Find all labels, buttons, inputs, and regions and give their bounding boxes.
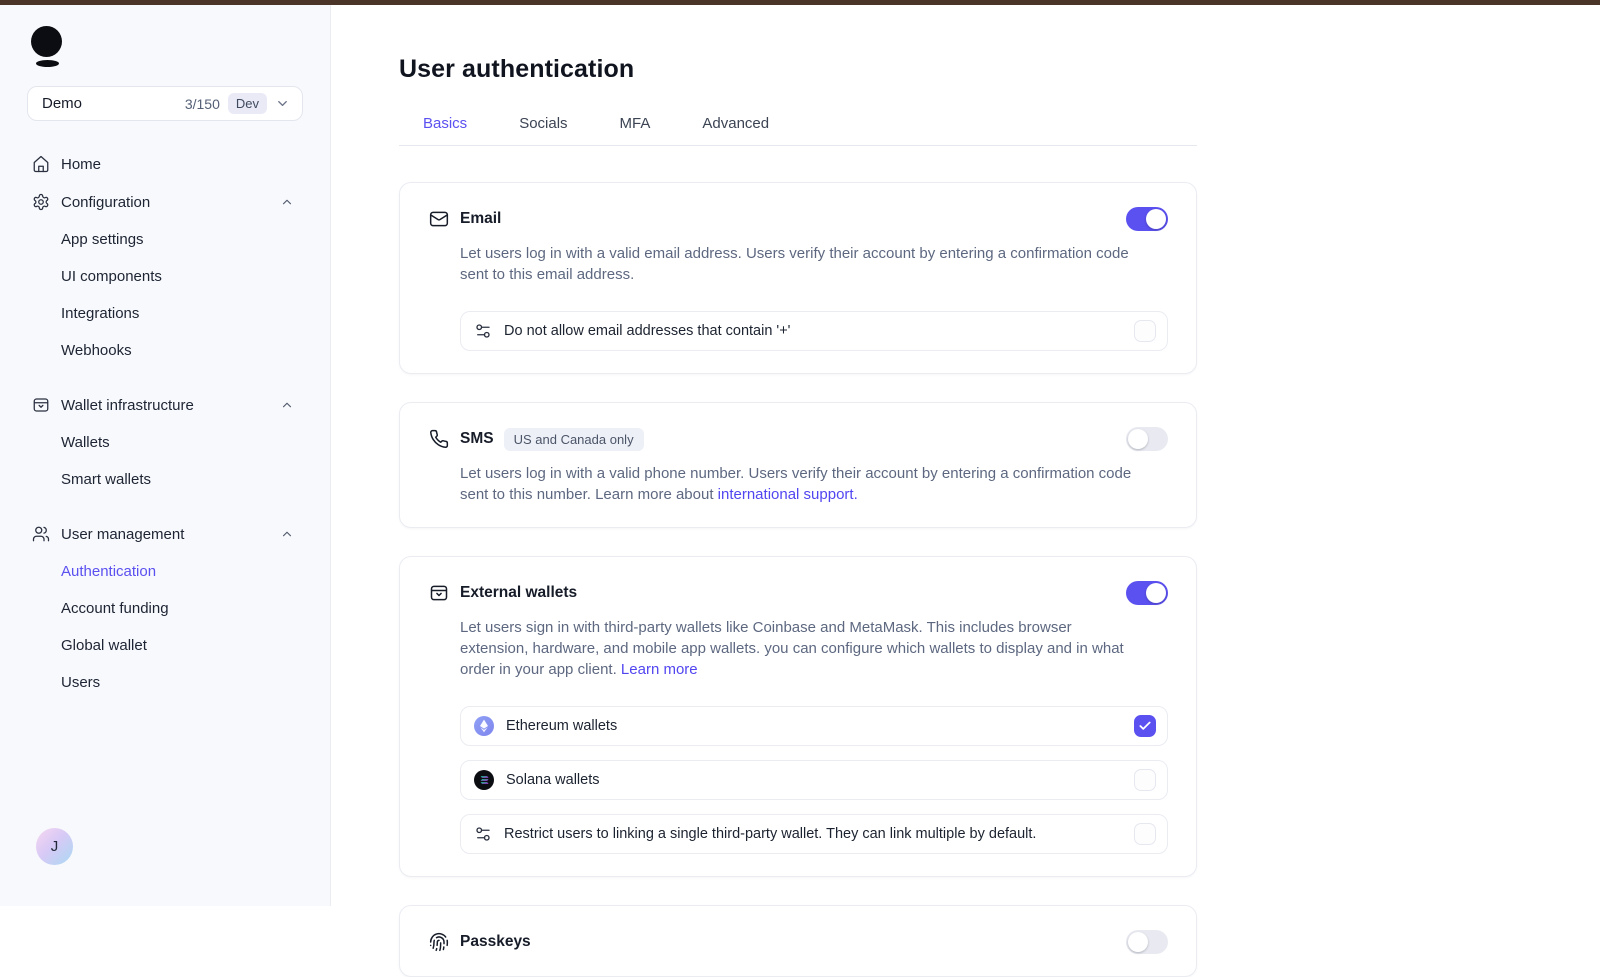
ethereum-wallets-checkbox[interactable] bbox=[1134, 715, 1156, 737]
region-badge: US and Canada only bbox=[504, 428, 644, 451]
mail-icon bbox=[429, 209, 449, 229]
app-logo bbox=[31, 26, 63, 67]
solana-wallets-checkbox[interactable] bbox=[1134, 769, 1156, 791]
learn-more-link[interactable]: Learn more bbox=[620, 661, 698, 678]
passkeys-toggle[interactable] bbox=[1126, 930, 1168, 954]
sidebar-item-label: Account funding bbox=[61, 600, 169, 617]
chevron-up-icon[interactable] bbox=[280, 398, 294, 412]
workspace-selector[interactable] bbox=[27, 86, 303, 121]
fingerprint-icon bbox=[429, 932, 449, 952]
sidebar-item-label: Webhooks bbox=[61, 342, 132, 359]
card-title: SMS bbox=[460, 430, 494, 447]
sidebar-item-user-management[interactable] bbox=[0, 515, 330, 553]
card-description: Let users sign in with third-party wallets like Coinbase and MetaMask. This includes browser extension, hardware, and mobile app wallets. you can configure which wallets to display and in what order in your app client. Learn more bbox=[460, 619, 1124, 678]
email-plus-restriction-checkbox[interactable] bbox=[1134, 320, 1156, 342]
sidebar-item-label: UI components bbox=[61, 268, 162, 285]
tab-socials[interactable]: Socials bbox=[519, 115, 568, 132]
ethereum-wallets-row bbox=[460, 706, 1168, 746]
sidebar-item-home[interactable] bbox=[0, 145, 330, 183]
sidebar-item-label: Global wallet bbox=[61, 637, 147, 654]
card-title: External wallets bbox=[460, 584, 578, 601]
avatar[interactable] bbox=[36, 828, 73, 865]
restrict-single-wallet-row bbox=[460, 814, 1168, 854]
card-title: Passkeys bbox=[460, 933, 531, 950]
sms-toggle[interactable] bbox=[1126, 427, 1168, 451]
workspace-name: Demo bbox=[42, 95, 83, 112]
chevron-up-icon[interactable] bbox=[280, 195, 294, 209]
sidebar-item-label: Integrations bbox=[61, 305, 140, 322]
avatar-initial: J bbox=[50, 838, 59, 855]
sidebar-item-webhooks[interactable] bbox=[0, 332, 330, 369]
home-icon bbox=[32, 155, 50, 173]
workspace-usage: 3/150 bbox=[184, 95, 220, 112]
sidebar-item-configuration[interactable] bbox=[0, 183, 330, 221]
sidebar-item-app-settings[interactable] bbox=[0, 221, 330, 258]
env-badge: Dev bbox=[228, 93, 267, 114]
main-content bbox=[331, 5, 1600, 950]
sidebar-item-label: Home bbox=[61, 155, 102, 173]
chevron-up-icon[interactable] bbox=[280, 527, 294, 541]
option-label: Do not allow email addresses that contain '+' bbox=[504, 323, 791, 339]
sidebar bbox=[0, 5, 331, 906]
email-card bbox=[399, 182, 1197, 374]
external-wallets-toggle[interactable] bbox=[1126, 581, 1168, 605]
solana-wallets-row bbox=[460, 760, 1168, 800]
sidebar-item-smart-wallets[interactable] bbox=[0, 461, 330, 498]
option-label: Ethereum wallets bbox=[506, 718, 618, 734]
sidebar-item-label: User management bbox=[61, 525, 185, 543]
settings-icon bbox=[474, 322, 492, 340]
passkeys-card bbox=[399, 905, 1197, 977]
card-title: Email bbox=[460, 210, 502, 227]
tab-bar bbox=[399, 115, 1197, 146]
phone-icon bbox=[429, 429, 449, 449]
ethereum-icon bbox=[474, 716, 494, 736]
gear-icon bbox=[32, 193, 50, 211]
option-label: Restrict users to linking a single third-party wallet. They can link multiple by default. bbox=[504, 826, 1037, 842]
external-wallets-card bbox=[399, 556, 1197, 877]
option-label: Solana wallets bbox=[506, 772, 600, 788]
international-support-link[interactable]: international support. bbox=[717, 486, 858, 503]
restrict-single-wallet-checkbox[interactable] bbox=[1134, 823, 1156, 845]
sidebar-item-label: Smart wallets bbox=[61, 471, 152, 488]
sidebar-item-global-wallet[interactable] bbox=[0, 627, 330, 664]
page-title: User authentication bbox=[399, 55, 635, 83]
sidebar-item-authentication[interactable] bbox=[0, 553, 330, 590]
tab-mfa[interactable]: MFA bbox=[619, 115, 651, 132]
sidebar-item-label: Authentication bbox=[61, 563, 157, 580]
solana-icon bbox=[474, 770, 494, 790]
sidebar-item-ui-components[interactable] bbox=[0, 258, 330, 295]
settings-icon bbox=[474, 825, 492, 843]
email-plus-restriction-row bbox=[460, 311, 1168, 351]
sidebar-item-wallet-infrastructure[interactable] bbox=[0, 386, 330, 424]
sidebar-item-users[interactable] bbox=[0, 664, 330, 701]
sidebar-item-integrations[interactable] bbox=[0, 295, 330, 332]
sidebar-item-label: App settings bbox=[61, 231, 144, 248]
sms-card bbox=[399, 402, 1197, 528]
sidebar-item-account-funding[interactable] bbox=[0, 590, 330, 627]
wallet-icon bbox=[32, 396, 50, 414]
wallet-icon bbox=[429, 583, 449, 603]
sidebar-item-label: Wallet infrastructure bbox=[61, 396, 194, 414]
sidebar-item-label: Wallets bbox=[61, 434, 110, 451]
card-description: Let users log in with a valid email address. Users verify their account by entering a confirmation code sent to this email address. bbox=[460, 245, 1129, 283]
chevron-down-icon bbox=[275, 96, 290, 111]
card-description: Let users log in with a valid phone number. Users verify their account by entering a confirmation code sent to this number. Learn more about international support. bbox=[460, 465, 1132, 503]
email-toggle[interactable] bbox=[1126, 207, 1168, 231]
sidebar-item-wallets[interactable] bbox=[0, 424, 330, 461]
tab-basics[interactable]: Basics bbox=[423, 115, 468, 132]
sidebar-nav bbox=[0, 145, 330, 701]
sidebar-item-label: Configuration bbox=[61, 193, 151, 211]
users-icon bbox=[32, 525, 50, 543]
tab-advanced[interactable]: Advanced bbox=[702, 115, 770, 132]
sidebar-item-label: Users bbox=[61, 674, 101, 691]
logo-head-icon bbox=[31, 26, 62, 57]
logo-chin-icon bbox=[36, 60, 59, 67]
